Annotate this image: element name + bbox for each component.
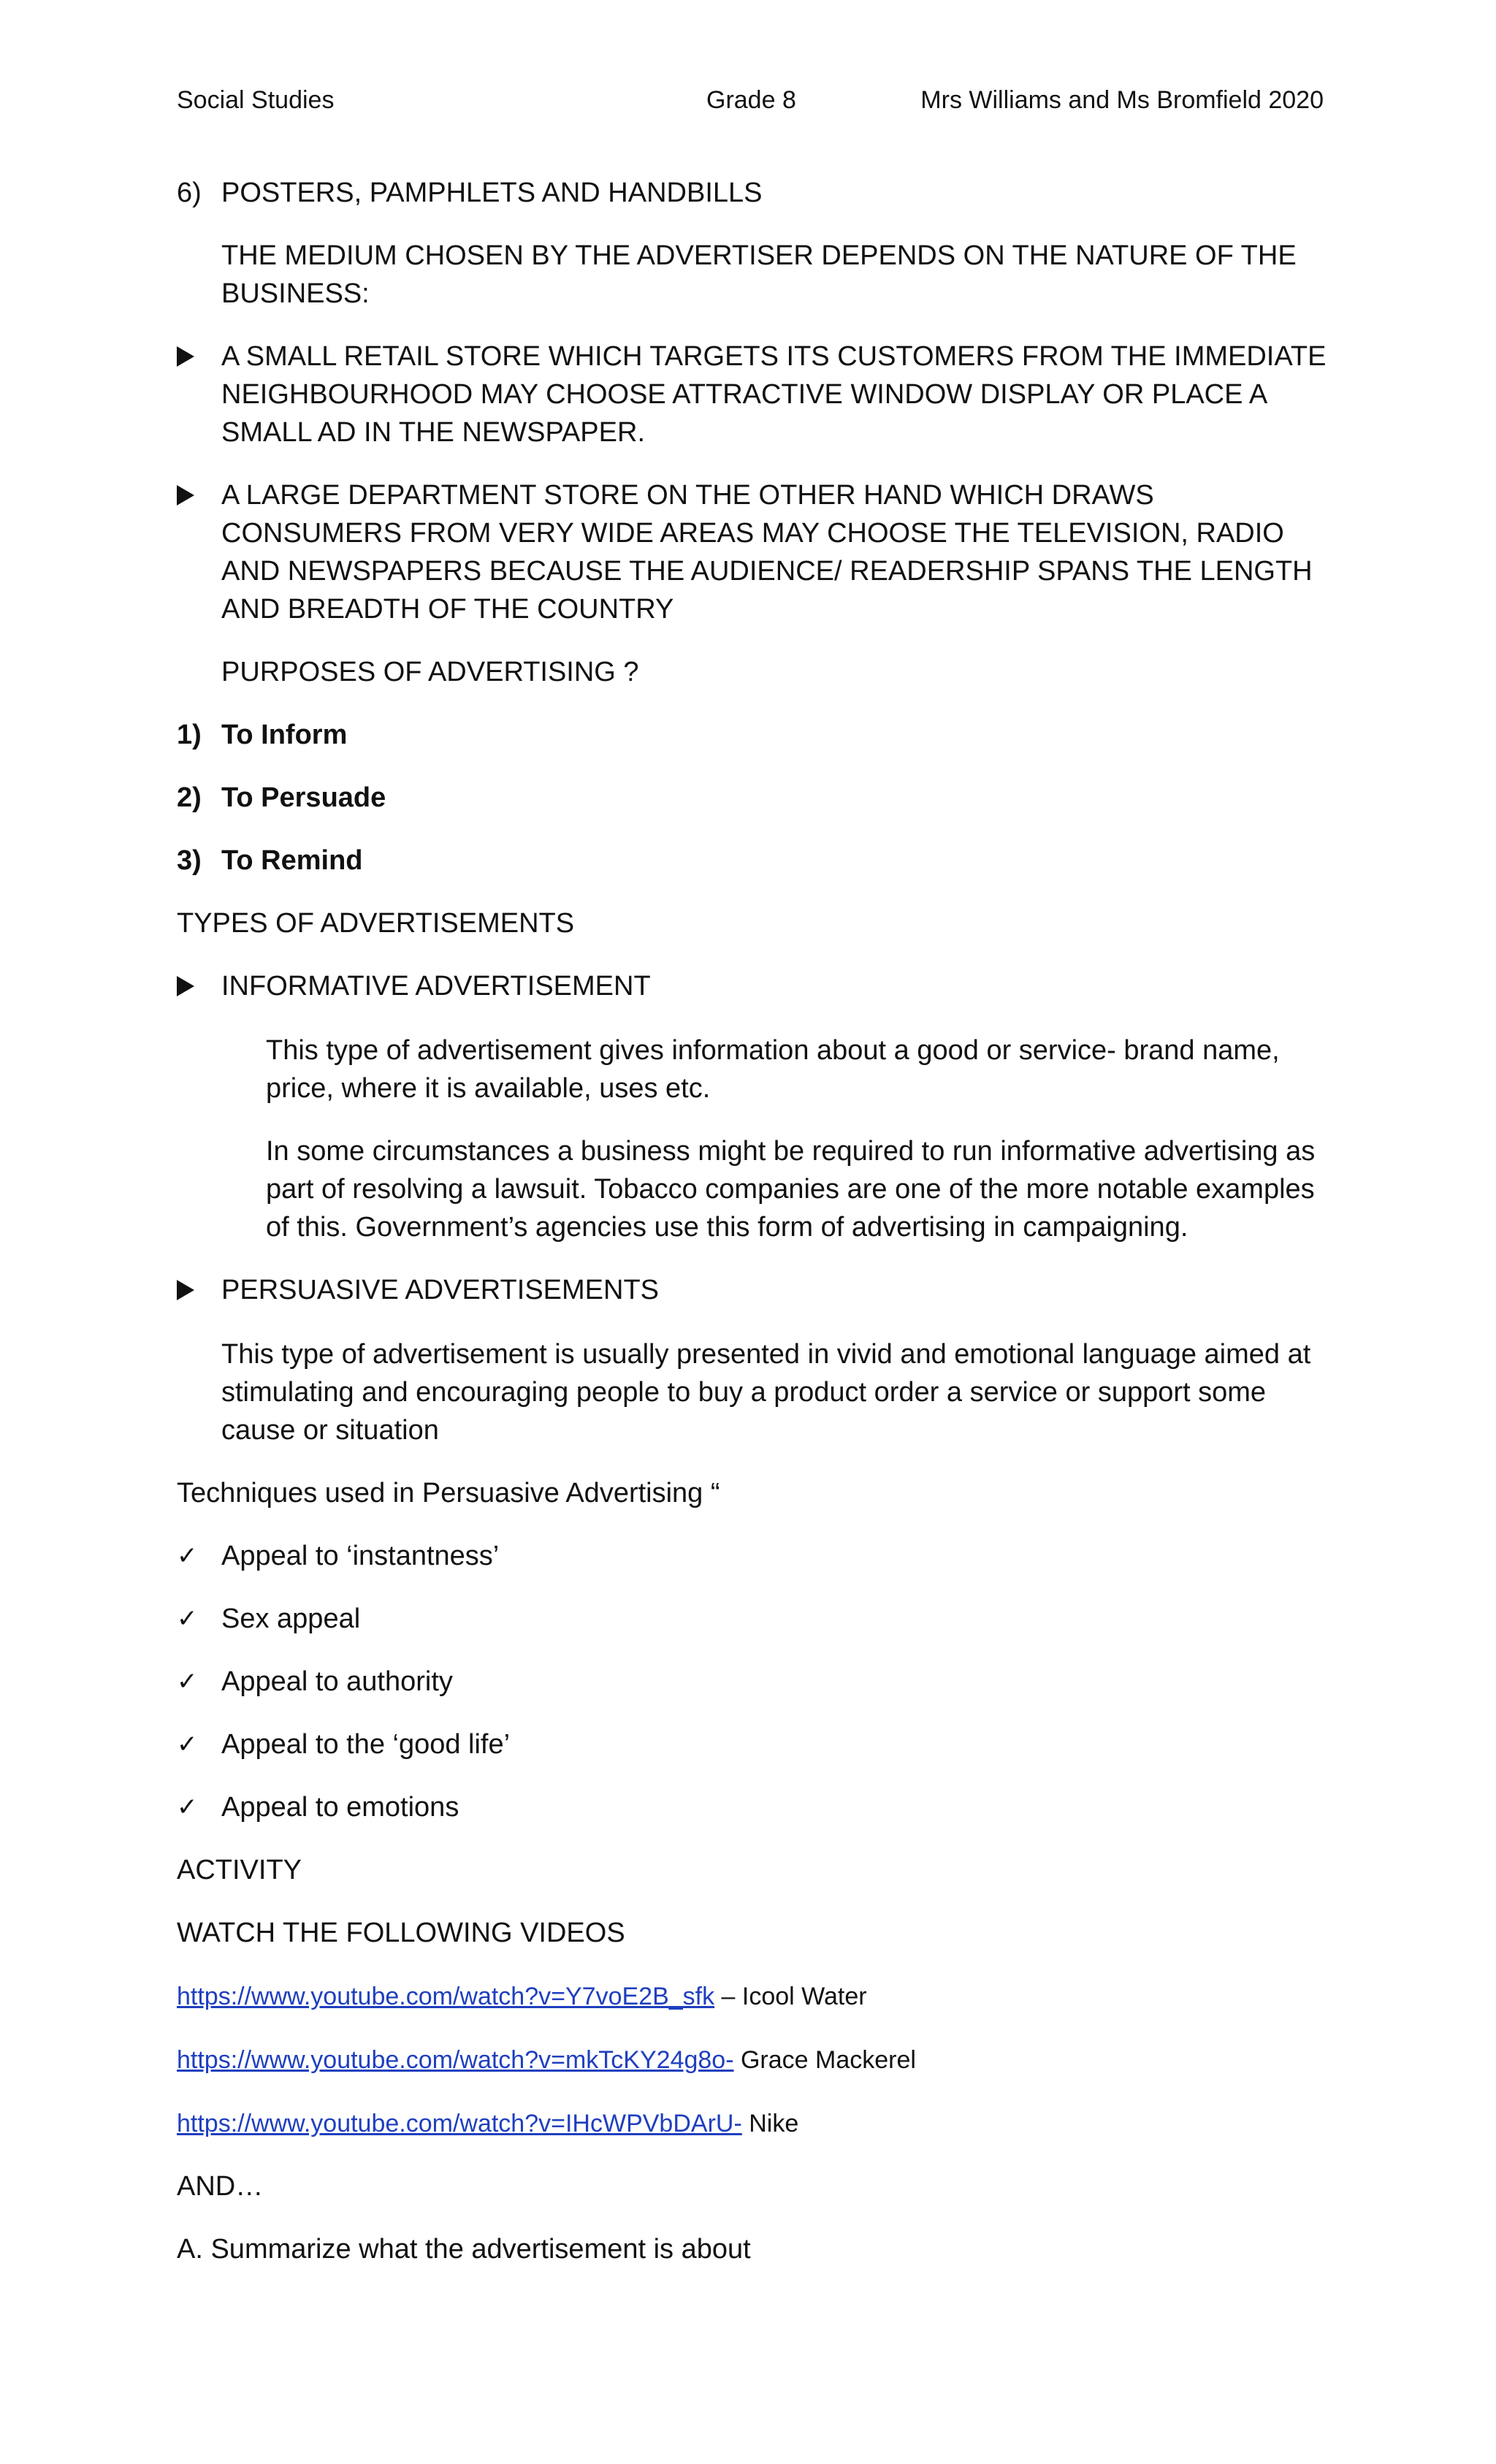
persuasive-title-row bbox=[177, 1271, 1338, 1311]
triangle-bullet-icon bbox=[177, 1280, 194, 1300]
persuasive-para: This type of advertisement is usually presented in vivid and emotional language aimed at stimulating and encouraging people to buy a product order a service or support some cause or situation bbox=[221, 1339, 1311, 1446]
header-teachers: Mrs Williams and Ms Bromfield 2020 bbox=[920, 86, 1324, 114]
checkmark-icon: ✓ bbox=[177, 1604, 198, 1633]
technique-item bbox=[177, 1537, 1338, 1575]
media-item-number: 6) bbox=[177, 178, 202, 208]
video-note: Grace Mackerel bbox=[733, 2046, 916, 2074]
informative-title-row bbox=[177, 967, 1338, 1007]
checkmark-icon: ✓ bbox=[177, 1541, 198, 1571]
purpose-text: To Persuade bbox=[221, 782, 386, 813]
technique-item bbox=[177, 1725, 1338, 1763]
medium-point-text: A SMALL RETAIL STORE WHICH TARGETS ITS CUSTOMERS FROM THE IMMEDIATE NEIGHBOURHOOD MAY CHOOSE ATTRACTIVE WINDOW DISPLAY OR PLACE A SMALL AD IN THE NEWSPAPER. bbox=[221, 341, 1327, 448]
purpose-text: To Inform bbox=[221, 720, 348, 750]
technique-item bbox=[177, 1663, 1338, 1701]
technique-text: Appeal to authority bbox=[221, 1666, 453, 1697]
and-text: AND… bbox=[177, 2171, 264, 2202]
purpose-item bbox=[177, 716, 1338, 754]
video-link-row bbox=[177, 2104, 1338, 2143]
techniques-heading: Techniques used in Persuasive Advertising “ bbox=[177, 1478, 720, 1508]
technique-text: Appeal to the ‘good life’ bbox=[221, 1729, 511, 1760]
document-body bbox=[177, 174, 1338, 2293]
purpose-item bbox=[177, 779, 1338, 817]
informative-para-2: In some circumstances a business might be required to run informative advertising as part of resolving a lawsuit. Tobacco companies are one of the more notable examples of this. Government’s agencies use this form of advertising in campaigning. bbox=[266, 1136, 1316, 1243]
purpose-text: To Remind bbox=[221, 845, 363, 876]
technique-text: Sex appeal bbox=[221, 1603, 361, 1634]
video-link[interactable]: https://www.youtube.com/watch?v=Y7voE2B_sfk bbox=[177, 1983, 715, 2010]
technique-text: Appeal to emotions bbox=[221, 1792, 459, 1823]
medium-point-text: A LARGE DEPARTMENT STORE ON THE OTHER HAND WHICH DRAWS CONSUMERS FROM VERY WIDE AREAS MAY CHOOSE THE TELEVISION, RADIO AND NEWSPAPERS BECAUSE THE AUDIENCE/ READERSHIP SPANS THE LENGTH AND BREADTH OF THE COUNTRY bbox=[221, 480, 1313, 625]
triangle-bullet-icon bbox=[177, 976, 194, 996]
checkmark-icon: ✓ bbox=[177, 1730, 198, 1759]
informative-title: INFORMATIVE ADVERTISEMENT bbox=[221, 971, 651, 1002]
checkmark-icon: ✓ bbox=[177, 1793, 198, 1822]
persuasive-title: PERSUASIVE ADVERTISEMENTS bbox=[221, 1275, 660, 1305]
purpose-number: 3) bbox=[177, 845, 202, 876]
checkmark-icon: ✓ bbox=[177, 1667, 198, 1696]
header-subject: Social Studies bbox=[177, 86, 335, 114]
video-link-row bbox=[177, 1977, 1338, 2015]
page-header bbox=[177, 86, 1324, 127]
media-item bbox=[177, 174, 1338, 212]
header-grade: Grade 8 bbox=[706, 86, 796, 114]
technique-item bbox=[177, 1600, 1338, 1638]
purpose-item bbox=[177, 842, 1338, 880]
video-link-row bbox=[177, 2040, 1338, 2079]
medium-intro: THE MEDIUM CHOSEN BY THE ADVERTISER DEPENDS ON THE NATURE OF THE BUSINESS: bbox=[221, 240, 1297, 309]
medium-point bbox=[177, 337, 1338, 451]
activity-heading: ACTIVITY bbox=[177, 1855, 302, 1885]
technique-text: Appeal to ‘instantness’ bbox=[221, 1541, 500, 1571]
purpose-number: 1) bbox=[177, 720, 202, 750]
video-note: – Icool Water bbox=[714, 1983, 867, 2010]
video-link[interactable]: https://www.youtube.com/watch?v=mkTcKY24g8o- bbox=[177, 2046, 734, 2074]
technique-item bbox=[177, 1788, 1338, 1826]
video-link[interactable]: https://www.youtube.com/watch?v=IHcWPVbDArU- bbox=[177, 2110, 742, 2137]
purpose-number: 2) bbox=[177, 782, 202, 813]
triangle-bullet-icon bbox=[177, 346, 194, 367]
types-heading: TYPES OF ADVERTISEMENTS bbox=[177, 908, 575, 939]
purposes-heading: PURPOSES OF ADVERTISING ? bbox=[221, 657, 639, 687]
informative-para-1: This type of advertisement gives information about a good or service- brand name, price, where it is available, uses etc. bbox=[266, 1035, 1280, 1104]
watch-heading: WATCH THE FOLLOWING VIDEOS bbox=[177, 1918, 625, 1948]
medium-point bbox=[177, 476, 1338, 628]
triangle-bullet-icon bbox=[177, 485, 194, 506]
media-item-text: POSTERS, PAMPHLETS AND HANDBILLS bbox=[221, 178, 763, 208]
video-note: Nike bbox=[741, 2110, 799, 2137]
task-a: A. Summarize what the advertisement is about bbox=[177, 2234, 751, 2265]
